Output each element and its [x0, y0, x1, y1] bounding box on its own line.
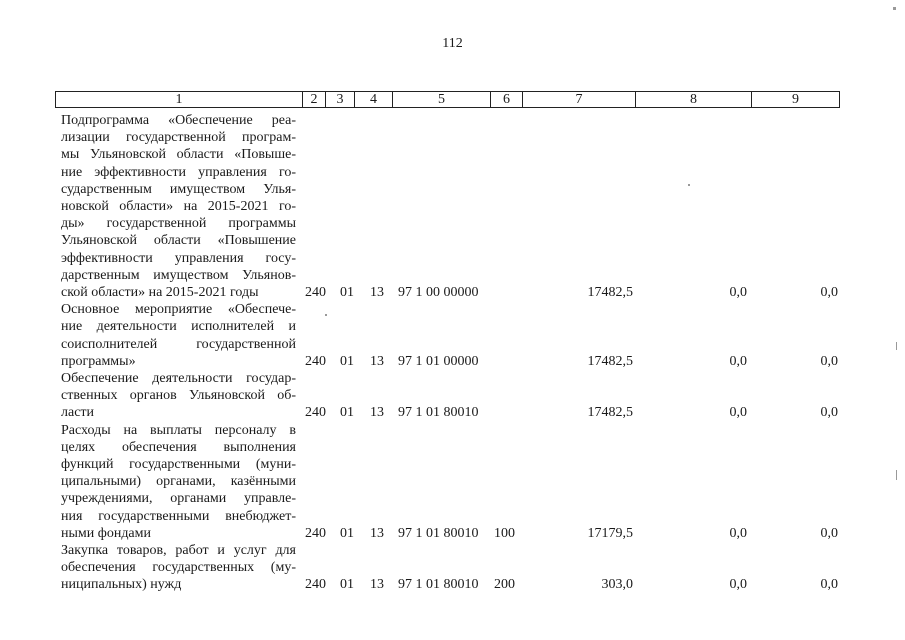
cell-c7: 17482,5	[587, 405, 633, 421]
description-line: эффективности управления госу-	[61, 250, 296, 266]
cell-c9: 0,0	[820, 285, 838, 300]
scan-speck	[325, 314, 327, 316]
column-header-6: 6	[491, 92, 523, 107]
description-line: ской области» на 2015-2021 годы	[61, 285, 259, 301]
cell-c3: 01	[340, 577, 354, 593]
cell-c4: 13	[370, 353, 384, 369]
cell-c6: 200	[494, 577, 515, 593]
column-header-8: 8	[636, 92, 752, 107]
cell-c9: 0,0	[820, 525, 838, 541]
scan-speck	[896, 470, 897, 480]
description-line: Ульяновской области «Повышение	[61, 233, 296, 249]
cell-c2: 240	[305, 577, 326, 593]
cell-c9: 0,0	[820, 405, 838, 421]
cell-c3: 01	[340, 285, 354, 300]
page-number: 112	[442, 36, 463, 51]
row-values	[0, 353, 905, 370]
row-values	[0, 525, 905, 542]
description-line: Основное мероприятие «Обеспече-	[61, 302, 296, 318]
description-line: ниципальных) нужд	[61, 577, 182, 593]
cell-c8: 0,0	[729, 577, 747, 593]
description-line: Закупка товаров, работ и услуг для	[61, 543, 296, 558]
description-line: мы Ульяновской области «Повыше-	[61, 147, 296, 163]
description-line: обеспечения государственных (му-	[61, 560, 296, 576]
cell-c9: 0,0	[820, 353, 838, 369]
row-description	[61, 112, 296, 301]
cell-c8: 0,0	[729, 405, 747, 421]
column-header-5: 5	[393, 92, 491, 107]
description-line: Обеспечение деятельности государ-	[61, 371, 296, 386]
description-line: программы»	[61, 353, 136, 369]
cell-c3: 01	[340, 525, 354, 541]
scan-speck	[688, 184, 690, 186]
row-values	[0, 576, 905, 593]
cell-c2: 240	[305, 405, 326, 421]
description-line: сударственным имуществом Улья-	[61, 181, 296, 197]
cell-c2: 240	[305, 285, 326, 300]
column-header-2: 2	[303, 92, 326, 107]
cell-c7: 303,0	[601, 577, 633, 593]
table-header-row	[55, 91, 840, 108]
cell-c4: 13	[370, 525, 384, 541]
scan-speck	[893, 7, 896, 10]
description-line: учреждениями, органами управле-	[61, 491, 296, 507]
cell-c8: 0,0	[729, 525, 747, 541]
cell-c9: 0,0	[820, 577, 838, 593]
cell-c7: 17482,5	[587, 285, 633, 300]
column-header-9: 9	[792, 92, 799, 107]
column-header-1: 1	[56, 92, 303, 107]
cell-c4: 13	[370, 405, 384, 421]
cell-c5: 97 1 01 00000	[398, 353, 479, 369]
cell-c5: 97 1 01 80010	[398, 577, 479, 593]
cell-c2: 240	[305, 525, 326, 541]
description-line: ственных органов Ульяновской об-	[61, 388, 296, 404]
cell-c4: 13	[370, 577, 384, 593]
description-line: ние деятельности исполнителей и	[61, 319, 296, 335]
cell-c7: 17179,5	[587, 525, 633, 541]
description-line: функций государственными (муни-	[61, 457, 296, 472]
description-line: Расходы на выплаты персоналу в	[61, 422, 296, 438]
description-line: ласти	[61, 405, 95, 421]
description-line: Подпрограмма «Обеспечение реа-	[61, 113, 296, 128]
column-header-4: 4	[355, 92, 393, 107]
cell-c3: 01	[340, 405, 354, 421]
cell-c5: 97 1 01 80010	[398, 525, 479, 541]
description-line: ными фондами	[61, 525, 152, 541]
description-line: дарственным имуществом Ульянов-	[61, 267, 296, 283]
column-header-3: 3	[326, 92, 355, 107]
description-line: соисполнителей государственной	[61, 336, 296, 352]
cell-c2: 240	[305, 353, 326, 369]
description-line: ние эффективности управления го-	[61, 164, 296, 180]
cell-c4: 13	[370, 285, 384, 300]
cell-c8: 0,0	[729, 353, 747, 369]
row-values	[0, 404, 905, 421]
cell-c5: 97 1 01 80010	[398, 405, 479, 421]
description-line: ды» государственной программы	[61, 216, 296, 232]
description-line: новской области» на 2015-2021 го-	[61, 199, 296, 215]
cell-c5: 97 1 00 00000	[398, 285, 479, 300]
description-line: целях обеспечения выполнения	[61, 439, 296, 455]
cell-c7: 17482,5	[587, 353, 633, 369]
scan-speck	[896, 342, 897, 350]
row-values	[0, 284, 905, 301]
description-line: ния государственными внебюджет-	[61, 508, 296, 524]
cell-c8: 0,0	[729, 285, 747, 300]
cell-c6: 100	[494, 525, 515, 541]
description-line: ципальными) органами, казёнными	[61, 474, 296, 490]
description-line: лизации государственной програм-	[61, 130, 296, 146]
cell-c3: 01	[340, 353, 354, 369]
column-header-7: 7	[523, 92, 636, 107]
